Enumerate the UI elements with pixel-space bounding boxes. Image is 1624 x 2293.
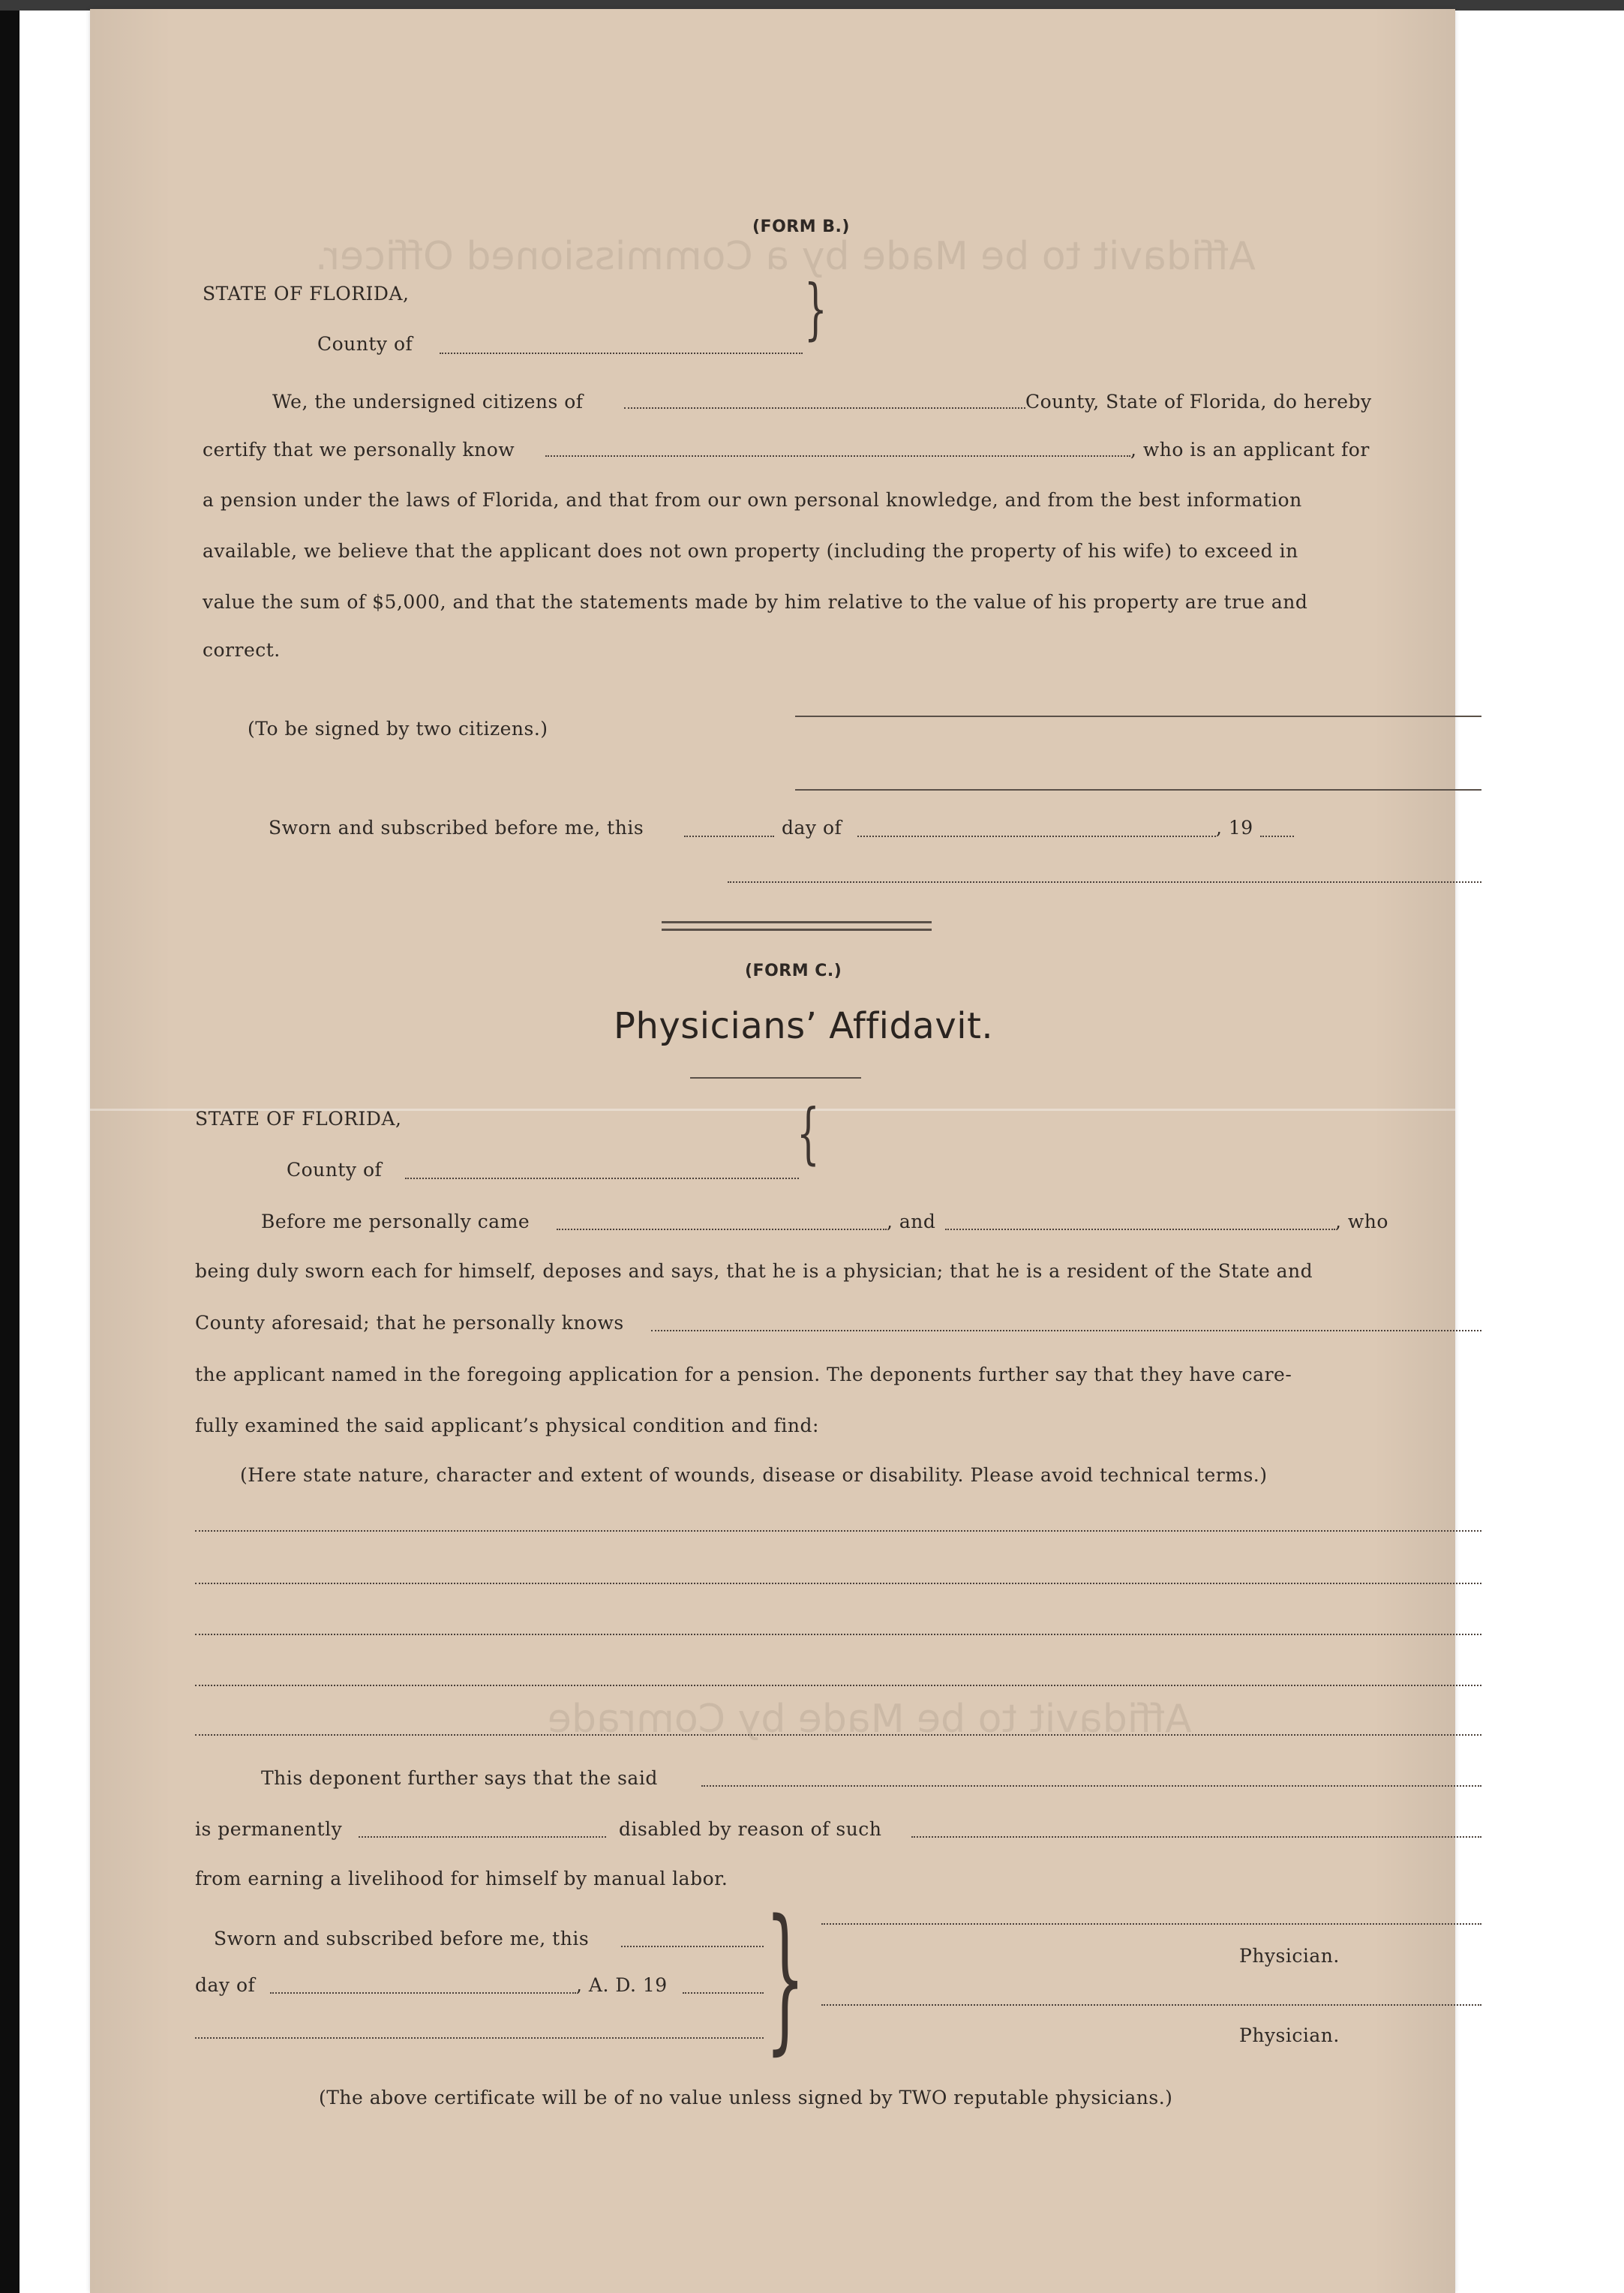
section-divider-bottom [662,929,932,931]
form-c-condition-line-1[interactable] [195,1530,1481,1532]
form-b-sworn-day-field[interactable] [684,836,774,837]
form-c-county-field[interactable] [405,1178,799,1179]
form-c-condition-line-2[interactable] [195,1583,1481,1584]
form-b-applicant-field[interactable] [545,455,1130,457]
form-c-line-2: being duly sworn each for himself, deposes and says, that he is a physician; that he is a resident of the State and [195,1260,1313,1282]
form-c-officer-signature-line[interactable] [195,2037,764,2039]
form-c-physician-1-field[interactable] [557,1229,887,1230]
physician-1-label: Physician. [1239,1945,1340,1967]
form-b-line-4: available, we believe that the applicant does not own property (including the property of his wife) to exceed in [203,540,1298,562]
form-c-brace: { [797,1094,820,1172]
form-c-line-1c: , who [1335,1211,1388,1232]
form-c-title: Physicians’ Affidavit. [614,1005,994,1047]
form-c-condition-line-4[interactable] [195,1685,1481,1686]
form-c-deponent-a: This deponent further says that the said [261,1767,658,1789]
form-b-sworn-b: day of [782,817,842,839]
form-b-signers-note: (To be signed by two citizens.) [248,718,548,740]
form-b-line-5: value the sum of $5,000, and that the statements made by him relative to the value of his property are true and [203,591,1308,613]
form-c-applicant-field[interactable] [651,1330,1481,1331]
form-b-state-line: STATE OF FLORIDA, [203,283,410,305]
form-c-instructions: (Here state nature, character and extent of wounds, disease or disability. Please avoid technical terms.) [240,1464,1268,1486]
form-c-sworn-month-field[interactable] [270,1992,576,1994]
form-b-officer-signature-line[interactable] [728,881,1481,883]
form-c-permanently-field[interactable] [359,1836,606,1838]
form-c-sworn-year-field[interactable] [683,1992,764,1994]
bleed-through-bottom: Affidavit to be Made by Comrade [548,1697,1192,1742]
form-c-day-of: day of [195,1974,256,1996]
bleed-through-top: Affidavit to be Made by a Commissioned Officer. [315,234,1256,279]
form-c-county-label: County of [287,1159,383,1181]
section-divider-top [662,921,932,923]
form-c-physician-2-field[interactable] [945,1229,1335,1230]
form-c-permanently-a: is permanently [195,1818,343,1840]
form-c-permanently-b: disabled by reason of such [619,1818,882,1840]
form-c-state-line: STATE OF FLORIDA, [195,1108,402,1130]
form-c-sworn-a: Sworn and subscribed before me, this [214,1928,590,1949]
form-c-reason-field[interactable] [911,1836,1481,1838]
form-b-heading: (FORM B.) [752,218,850,236]
form-b-sworn-a: Sworn and subscribed before me, this [269,817,644,839]
form-c-sworn-day-field[interactable] [621,1946,764,1947]
form-c-line-3a: County aforesaid; that he personally knows [195,1312,624,1334]
form-b-county-field[interactable] [440,353,803,354]
form-c-line-4: the applicant named in the foregoing application for a pension. The deponents further say that they have care- [195,1364,1292,1385]
form-c-brace: } [765,1886,806,2069]
form-b-line-2a: certify that we personally know [203,439,515,461]
form-c-line-1a: Before me personally came [261,1211,530,1232]
form-c-title-rule [690,1077,861,1079]
document-sheet [90,9,1455,2293]
physician-1-signature-line[interactable] [821,1923,1481,1925]
form-c-line-5: fully examined the said applicant’s physical condition and find: [195,1415,819,1436]
form-b-citizens-county-field[interactable] [624,407,1025,409]
scanner-edge [0,0,20,2293]
physician-2-label: Physician. [1239,2024,1340,2046]
form-b-signature-line-2[interactable] [795,789,1481,791]
form-b-line-3: a pension under the laws of Florida, and that from our own personal knowledge, and from the best information [203,489,1302,511]
form-c-deponent-field[interactable] [701,1785,1481,1787]
form-b-line-6: correct. [203,639,281,661]
form-b-brace: } [804,270,827,347]
form-b-sworn-year-field[interactable] [1260,836,1294,837]
form-c-footer-note: (The above certificate will be of no value unless signed by TWO reputable physicians.) [319,2087,1173,2108]
form-b-sworn-c: , 19 [1216,817,1253,839]
form-b-line-1a: We, the undersigned citizens of [272,391,584,413]
form-b-line-1b: County, State of Florida, do hereby [1025,391,1372,413]
form-c-line-1b: , and [887,1211,936,1232]
form-c-ad: , A. D. 19 [576,1974,668,1996]
physician-2-signature-line[interactable] [821,2004,1481,2006]
form-c-heading: (FORM C.) [745,962,842,980]
form-b-sworn-month-field[interactable] [857,836,1216,837]
form-c-condition-line-3[interactable] [195,1634,1481,1635]
form-b-county-label: County of [317,333,413,355]
form-c-livelihood: from earning a livelihood for himself by manual labor. [195,1868,728,1889]
form-c-condition-line-5[interactable] [195,1734,1481,1736]
form-b-signature-line-1[interactable] [795,716,1481,717]
form-b-line-2b: , who is an applicant for [1130,439,1370,461]
